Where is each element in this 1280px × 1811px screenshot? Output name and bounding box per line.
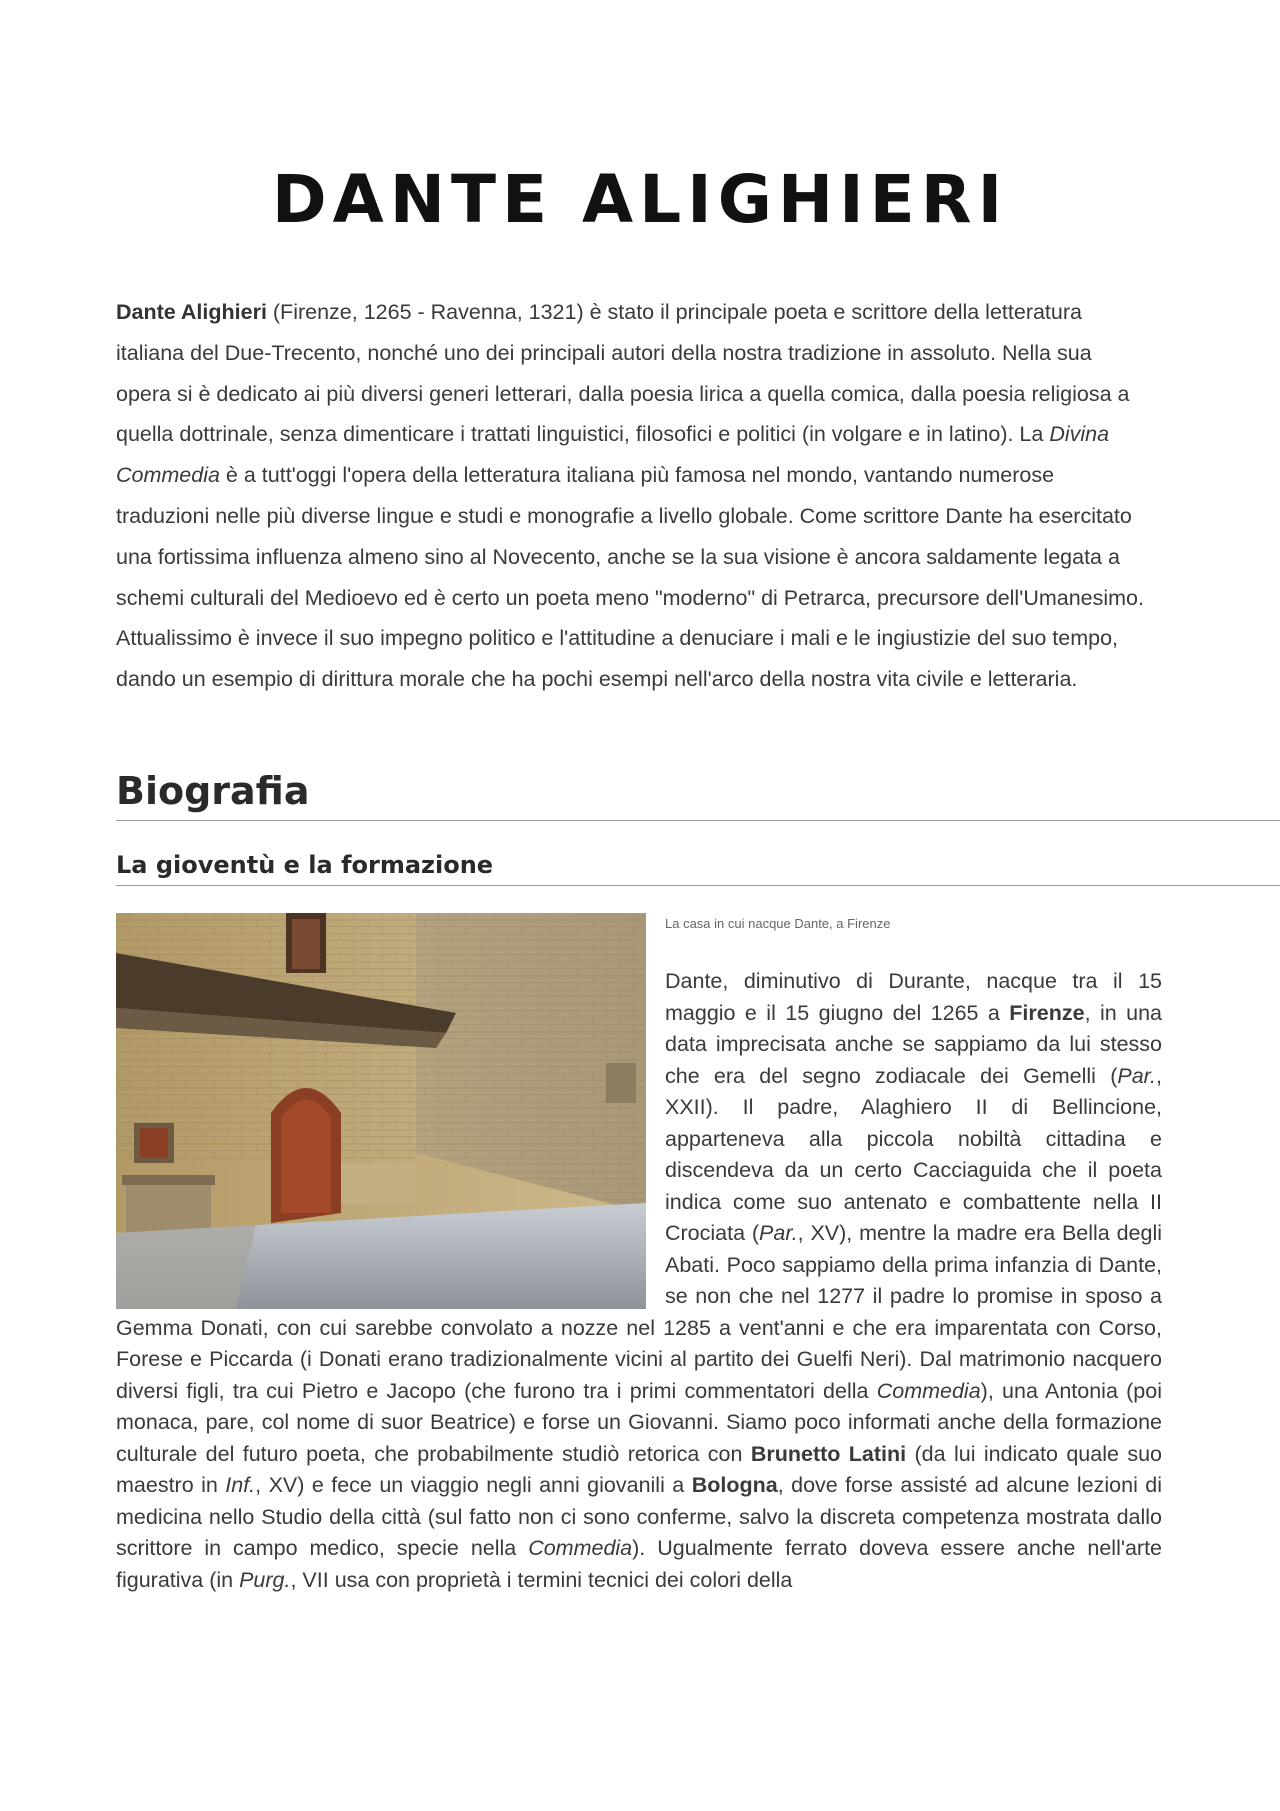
- image-float-spacer: [116, 966, 665, 1306]
- section-divider: [116, 820, 1280, 821]
- document-title: DANTE ALIGHIERI: [271, 161, 1009, 238]
- author-name: Dante Alighieri: [116, 300, 267, 324]
- figure-caption: La casa in cui nacque Dante, a Firenze: [665, 916, 891, 931]
- biography-paragraph: Dante, diminutivo di Durante, nacque tra il 15 maggio e il 15 giugno del 1265 a Firenze, in una data imprecisata anche se sappiamo da lui stesso che era del segno zodiacale dei Gemelli (Par., XXII). Il padre, Alaghiero II di Bellincione, apparteneva alla piccola nobiltà cittadina e discendeva da un certo Cacciaguida che il poeta indica come suo antenato e combattente nella II Crociata (Par., XV), mentre la madre era Bella degli Abati. Poco sappiamo della prima infanzia di Dante, se non che nel 1277 il padre lo promise in sposo a Gemma Donati, con cui sarebbe convolato a nozze nel 1285 a vent'anni e che era imparentata con Corso, Forese e Piccarda (i Donati erano tradizionalmente vicini al partito dei Guelfi Neri). Dal matrimonio nacquero diversi figli, tra cui Pietro e Jacopo (che furono tra i primi commentatori della Commedia), una Antonia (poi monaca, pare, col nome di suor Beatrice) e forse un Giovanni. Siamo poco informati anche della formazione culturale del futuro poeta, che probabilmente studiò retorica con Brunetto Latini (da lui indicato quale suo maestro in Inf., XV) e fece un viaggio negli anni giovanili a Bologna, dove forse assisté ad alcune lezioni di medicina nello Studio della città (sul fatto non ci sono conferme, salvo la discreta competenza mostrata dallo scrittore in campo medico, specie nella Commedia). Ugualmente ferrato doveva essere anche nell'arte figurativa (in Purg., VII usa con proprietà i termini tecnici dei colori della: [116, 966, 1162, 1596]
- intro-paragraph: Dante Alighieri (Firenze, 1265 - Ravenna, 1321) è stato il principale poeta e scrittore della letteratura italiana del Due-Trecento, nonché uno dei principali autori della nostra tradizione in assoluto. Nella sua opera si è dedicato ai più diversi generi letterari, dalla poesia lirica a quella comica, dalla poesia religiosa a quella dottrinale, senza dimenticare i trattati linguistici, filosofici e politici (in volgare e in latino). La Divina Commedia è a tutt'oggi l'opera della letteratura italiana più famosa nel mondo, vantando numerose traduzioni nelle più diverse lingue e studi e monografie a livello globale. Come scrittore Dante ha esercitato una fortissima influenza almeno sino al Novecento, anche se la sua visione è ancora saldamente legata a schemi culturali del Medioevo ed è certo un poeta meno "moderno" di Petrarca, precursore dell'Umanesimo. Attualissimo è invece il suo impegno politico e l'attitudine a denuciare i mali e le ingiustizie del suo tempo, dando un esempio di dirittura morale che ha pochi esempi nell'arco della nostra vita civile e letteraria.: [116, 300, 1144, 692]
- subsection-heading: La gioventù e la formazione: [116, 851, 494, 879]
- work-title: Divina Commedia: [116, 422, 1110, 488]
- subsection-divider: [116, 885, 1280, 886]
- section-heading: Biografia: [116, 769, 310, 813]
